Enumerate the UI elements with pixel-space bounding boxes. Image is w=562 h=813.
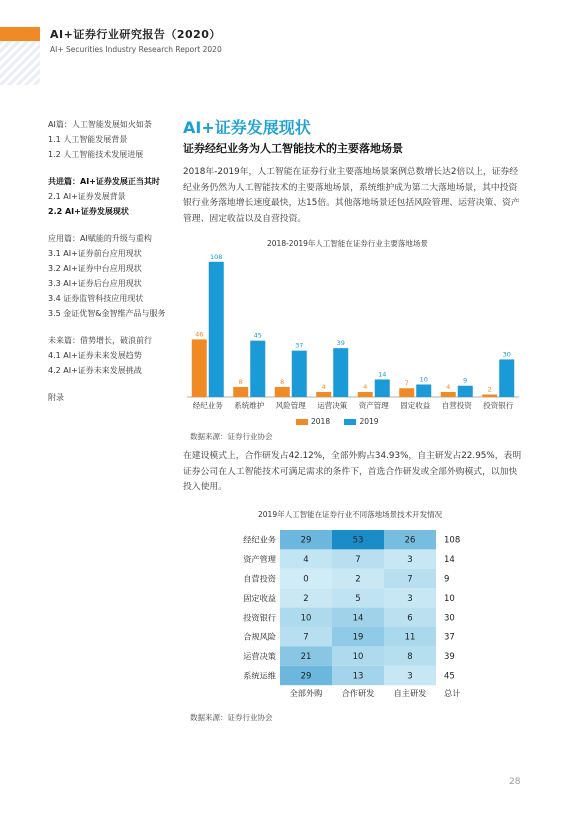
bar-2018 xyxy=(192,339,207,397)
row-total: 45 xyxy=(444,671,455,682)
toc-item[interactable]: 未来篇：借势增长，破浪前行 xyxy=(48,336,152,345)
cell-value: 5 xyxy=(355,593,361,604)
bar-2018 xyxy=(233,387,248,397)
row-label: 系统运维 xyxy=(243,670,276,681)
table-of-contents xyxy=(48,117,184,405)
toc-gap xyxy=(48,219,184,231)
bar-2019 xyxy=(292,351,307,397)
bar-value-label: 10 xyxy=(419,375,428,384)
source-note-2: 数据来源：证券行业协会 xyxy=(190,713,273,722)
cell-value: 4 xyxy=(303,555,309,566)
row-label: 固定收益 xyxy=(243,592,276,603)
cell-value: 2 xyxy=(355,574,361,585)
header-accent-bar xyxy=(0,27,40,41)
heatmap-title: 2019年人工智能在证券行业不同落地场景技术开发情况 xyxy=(258,510,443,519)
cell-value: 53 xyxy=(352,535,364,546)
toc-item[interactable]: 4.2 AI+证券未来发展挑战 xyxy=(48,366,142,375)
cell-value: 10 xyxy=(300,613,312,624)
row-label: 合规风险 xyxy=(243,631,276,642)
toc-item[interactable]: 共进篇：AI+证券发展正当其时 xyxy=(48,177,160,186)
cell-value: 3 xyxy=(407,593,413,604)
cell-value: 11 xyxy=(404,632,416,643)
toc-item[interactable]: 3.1 AI+证券前台应用现状 xyxy=(48,249,142,258)
cell-value: 6 xyxy=(407,613,413,624)
toc-gap xyxy=(48,378,184,390)
toc-item[interactable]: 2.2 AI+证券发展现状 xyxy=(48,207,129,216)
x-tick-label: 固定收益 xyxy=(400,401,431,410)
x-tick-label: 自营投资 xyxy=(441,401,472,410)
column-label: 自主研发 xyxy=(393,688,427,699)
row-label: 资产管理 xyxy=(243,554,276,565)
column-label: 全部外购 xyxy=(289,688,323,699)
bar-value-label: 14 xyxy=(378,370,387,379)
bar-value-label: 46 xyxy=(195,330,204,339)
page-number: 28 xyxy=(509,777,521,787)
toc-item[interactable]: 3.4 证券监管科技应用现状 xyxy=(48,294,144,303)
row-total: 37 xyxy=(444,632,455,643)
cell-value: 7 xyxy=(303,632,309,643)
cell-value: 2 xyxy=(303,593,309,604)
bar-2018 xyxy=(482,394,497,397)
legend-swatch-2019 xyxy=(344,419,356,425)
toc-item[interactable]: 4.1 AI+证券未来发展趋势 xyxy=(48,351,142,360)
column-label: 合作研发 xyxy=(341,688,375,699)
cell-value: 14 xyxy=(352,613,364,624)
sub-title: 证券经纪业务为人工智能技术的主要落地场景 xyxy=(183,142,403,155)
bar-value-label: 4 xyxy=(363,382,368,391)
toc-item[interactable]: 1.2 人工智能技术发展进展 xyxy=(48,150,144,159)
bar-2018 xyxy=(316,392,331,397)
legend-label-2018: 2018 xyxy=(311,417,331,426)
source-note-1: 数据来源：证券行业协会 xyxy=(190,432,273,441)
toc-item[interactable]: 3.5 金证优智&金智维产品与服务 xyxy=(48,309,166,318)
bar-value-label: 30 xyxy=(502,350,511,359)
bar-value-label: 9 xyxy=(463,376,468,385)
bar-2019 xyxy=(375,379,390,397)
toc-item[interactable]: 应用篇：AI赋能的升级与重构 xyxy=(48,234,152,243)
report-subtitle: AI+ Securities Industry Research Report 2020 xyxy=(50,45,222,54)
cell-value: 29 xyxy=(300,671,312,682)
row-total: 14 xyxy=(444,555,455,566)
bar-chart xyxy=(183,245,523,415)
x-tick-label: 运营决策 xyxy=(317,401,348,410)
cell-value: 3 xyxy=(407,555,413,566)
x-tick-label: 经纪业务 xyxy=(192,401,223,410)
cell-value: 19 xyxy=(352,632,364,643)
row-total: 108 xyxy=(444,535,461,546)
cell-value: 29 xyxy=(300,535,312,546)
row-label: 经纪业务 xyxy=(243,534,276,545)
cell-value: 13 xyxy=(352,671,364,682)
legend-item-2019 xyxy=(344,417,378,426)
toc-gap xyxy=(48,321,184,333)
bar-2019 xyxy=(333,348,348,397)
bar-2018 xyxy=(441,392,456,397)
bar-2018 xyxy=(399,388,414,397)
x-tick-label: 资产管理 xyxy=(358,401,389,410)
toc-item[interactable]: 3.2 AI+证券中台应用现状 xyxy=(48,264,142,273)
bar-value-label: 45 xyxy=(253,331,262,340)
cell-value: 7 xyxy=(407,574,413,585)
toc-item[interactable]: AI篇：人工智能发展如火如荼 xyxy=(48,120,152,129)
x-tick-label: 系统维护 xyxy=(234,401,265,410)
legend-swatch-2018 xyxy=(296,419,308,425)
bar-chart-title: 2018-2019年人工智能在证券行业主要落地场景 xyxy=(267,239,428,248)
bar-value-label: 4 xyxy=(446,382,451,391)
cell-value: 10 xyxy=(352,652,364,663)
row-total: 10 xyxy=(444,593,455,604)
cell-value: 3 xyxy=(407,671,413,682)
paragraph-scenarios: 2018年-2019年，人工智能在证券行业主要落地场景案例总数增长达2倍以上，证券经纪业务仍然为人工智能技术的主要落地场景，系统维护成为第二大落地场景，其中投资银行业务落地增长速度最快，达15倍。其他落地场景还包括风险管理、运营决策、资产管理、固定收益以及自营投资。 xyxy=(183,167,520,224)
bar-2019 xyxy=(499,359,514,397)
bar-value-label: 8 xyxy=(238,377,243,386)
row-total: 9 xyxy=(444,574,450,585)
row-label: 运营决策 xyxy=(243,651,276,662)
cell-value: 0 xyxy=(303,574,309,585)
bar-2019 xyxy=(209,262,224,397)
toc-item[interactable]: 3.3 AI+证券后台应用现状 xyxy=(48,279,142,288)
paragraph-build-mode: 在建设模式上，合作研发占42.12%，全部外购占34.93%，自主研发占22.95%，表明证券公司在人工智能技术可满足需求的条件下，首选合作研发或全部外购模式，以加快投入使用。 xyxy=(183,451,522,492)
cell-value: 26 xyxy=(404,535,416,546)
legend-label-2019: 2019 xyxy=(359,417,379,426)
bar-2019 xyxy=(458,386,473,397)
bar-value-label: 2 xyxy=(487,385,492,394)
bar-value-label: 8 xyxy=(280,377,285,386)
bar-2018 xyxy=(275,387,290,397)
bar-2019 xyxy=(250,341,265,397)
bar-2018 xyxy=(358,392,373,397)
cell-value: 7 xyxy=(355,555,361,566)
row-label: 自营投资 xyxy=(243,573,276,584)
bar-value-label: 39 xyxy=(336,339,345,348)
x-tick-label: 投资银行 xyxy=(483,401,514,410)
header-pattern xyxy=(0,41,40,85)
bar-2019 xyxy=(416,384,431,397)
x-tick-label: 风险管理 xyxy=(275,401,306,410)
bar-value-label: 108 xyxy=(210,252,223,261)
bar-value-label: 4 xyxy=(321,382,326,391)
toc-item[interactable]: 附录 xyxy=(48,393,64,402)
bar-value-label: 37 xyxy=(295,341,304,350)
row-total: 30 xyxy=(444,613,455,624)
bar-value-label: 7 xyxy=(404,379,409,388)
report-title: AI+证券行业研究报告（2020） xyxy=(50,28,221,41)
heatmap-chart xyxy=(225,530,485,705)
toc-gap xyxy=(48,162,184,174)
toc-item[interactable]: 1.1 人工智能发展背景 xyxy=(48,135,128,144)
legend-item-2018 xyxy=(296,417,332,426)
section-title: AI+证券发展现状 xyxy=(183,118,311,137)
cell-value: 8 xyxy=(407,652,413,663)
bar-chart-legend xyxy=(296,417,391,426)
row-label: 投资银行 xyxy=(243,612,276,623)
total-column-label: 总计 xyxy=(444,688,461,699)
row-total: 39 xyxy=(444,652,455,663)
cell-value: 21 xyxy=(300,652,312,663)
toc-item[interactable]: 2.1 AI+证券发展背景 xyxy=(48,192,126,201)
